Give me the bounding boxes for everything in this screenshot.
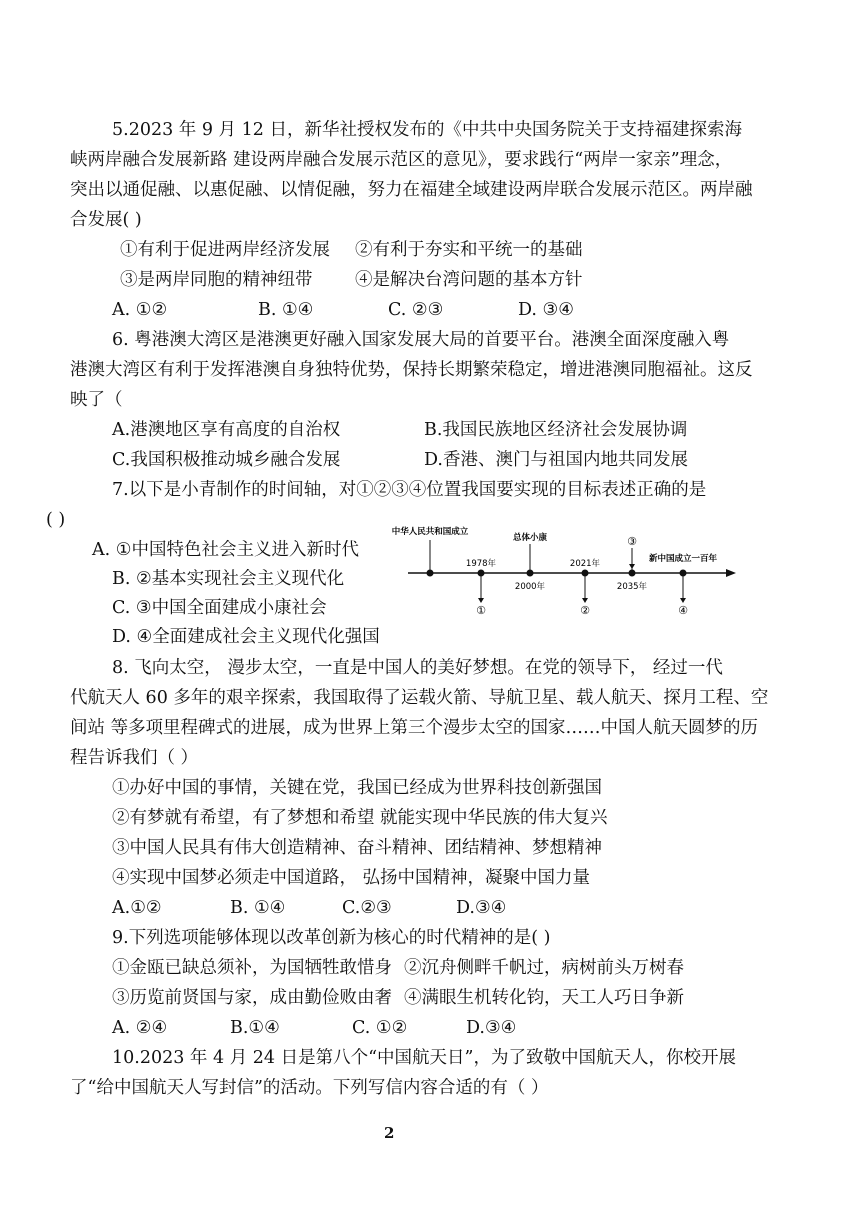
timeline-year-2021: 2021年 bbox=[569, 559, 601, 569]
q6-stem-line-2: 港澳大湾区有利于发挥港澳自身独特优势，保持长期繁荣稳定，增进港澳同胞福祉。这反 bbox=[70, 360, 753, 380]
q5-stem-line-2: 峡两岸融合发展新路 建设两岸融合发展示范区的意见》，要求践行“两岸一家亲”理念， bbox=[70, 150, 733, 170]
q6-option-b: B.我国民族地区经济社会发展协调 bbox=[424, 420, 688, 440]
timeline-dot-2000 bbox=[527, 570, 534, 577]
q6-stem-line-3: 映了（ bbox=[70, 390, 123, 410]
q7-option-a: A. ①中国特色社会主义进入新时代 bbox=[92, 540, 359, 560]
q6-option-c: C.我国积极推动城乡融合发展 bbox=[112, 450, 341, 470]
q6-stem-line-1: 6. 粤港澳大湾区是港澳更好融入国家发展大局的首要平台。港澳全面深度融入粤 bbox=[112, 330, 730, 350]
timeline-year-1978: 1978年 bbox=[465, 559, 497, 569]
q9-option-d: D.③④ bbox=[466, 1018, 517, 1038]
timeline-arrow-marker-4 bbox=[680, 598, 686, 603]
timeline-year-2035: 2035年 bbox=[616, 582, 648, 592]
q8-statement-1: ①办好中国的事情，关键在党，我国已经成为世界科技创新强国 bbox=[112, 778, 602, 798]
q9-stem-line-1: 9.下列选项能够体现以改革创新为核心的时代精神的是( ) bbox=[112, 928, 551, 948]
q8-option-c: C.②③ bbox=[342, 898, 392, 918]
q8-stem-line-1: 8. 飞向太空， 漫步太空，一直是中国人的美好梦想。在党的领导下， 经过一代 bbox=[112, 658, 723, 678]
q5-stem-line-3: 突出以通促融、以惠促融、以情促融，努力在福建全域建设两岸联合发展示范区。两岸融 bbox=[70, 180, 753, 200]
timeline-label-prc-founding: 中华人民共和国成立 bbox=[391, 527, 469, 537]
q9-statement-2: ②沉舟侧畔千帆过，病树前头万树春 bbox=[404, 958, 684, 978]
q8-stem-line-2: 代航天人 60 多年的艰辛探索，我国取得了运载火箭、导航卫星、载人航天、探月工程、空 bbox=[70, 688, 769, 708]
timeline-dot-2021 bbox=[582, 570, 589, 577]
q9-statement-3: ③历览前贤国与家，成由勤俭败由奢 bbox=[112, 988, 392, 1008]
timeline-label-xiaokang: 总体小康 bbox=[512, 533, 548, 543]
q5-option-c: C. ②③ bbox=[388, 300, 444, 320]
timeline-marker-4: ④ bbox=[678, 604, 688, 617]
q7-option-c: C. ③中国全面建成小康社会 bbox=[112, 598, 327, 618]
timeline-year-2000: 2000年 bbox=[514, 582, 546, 592]
timeline-dot-1978 bbox=[478, 570, 485, 577]
timeline-diagram bbox=[391, 518, 740, 628]
timeline-marker-3: ③ bbox=[627, 535, 637, 548]
q6-option-d: D.香港、澳门与祖国内地共同发展 bbox=[424, 450, 688, 470]
q9-option-a: A. ②④ bbox=[112, 1018, 168, 1038]
q7-stem-line-1: 7.以下是小青制作的时间轴，对①②③④位置我国要实现的目标表述正确的是 bbox=[112, 480, 707, 500]
q5-stem-line-1: 5.2023 年 9 月 12 日，新华社授权发布的《中共中央国务院关于支持福建探索海 bbox=[112, 120, 742, 140]
timeline-arrow-marker-1 bbox=[478, 598, 484, 603]
q8-stem-line-3: 间站 等多项里程碑式的进展，成为世界上第三个漫步太空的国家……中国人航天圆梦的历 bbox=[70, 718, 759, 738]
q9-statement-1: ①金瓯已缺总须补，为国牺牲敢惜身 bbox=[112, 958, 392, 978]
q9-option-c: C. ①② bbox=[352, 1018, 408, 1038]
q8-stem-line-4: 程告诉我们（ ） bbox=[70, 748, 199, 768]
timeline-arrow-marker-3 bbox=[629, 564, 635, 569]
q8-option-b: B. ①④ bbox=[230, 898, 286, 918]
page-number: 2 bbox=[384, 1124, 395, 1142]
q9-option-b: B.①④ bbox=[230, 1018, 280, 1038]
q9-statement-4: ④满眼生机转化钧，天工人巧日争新 bbox=[404, 988, 684, 1008]
q5-option-a: A. ①② bbox=[112, 300, 168, 320]
timeline-dot-1949 bbox=[427, 570, 434, 577]
q8-statement-2: ②有梦就有希望，有了梦想和希望 就能实现中华民族的伟大复兴 bbox=[112, 808, 608, 828]
timeline-marker-1: ① bbox=[476, 604, 486, 617]
q5-option-d: D. ③④ bbox=[518, 300, 574, 320]
q5-stem-line-4: 合发展( ) bbox=[70, 210, 142, 230]
q8-statement-3: ③中国人民具有伟大创造精神、奋斗精神、团结精神、梦想精神 bbox=[112, 838, 602, 858]
q8-statement-4: ④实现中国梦必须走中国道路， 弘扬中国精神，凝聚中国力量 bbox=[112, 868, 591, 888]
timeline-dot-2035 bbox=[629, 570, 636, 577]
q5-statement-2: ②有利于夯实和平统一的基础 bbox=[355, 240, 583, 260]
q5-statement-3: ③是两岸同胞的精神纽带 bbox=[120, 270, 313, 290]
q7-option-b: B. ②基本实现社会主义现代化 bbox=[112, 569, 345, 589]
timeline-dot-2049 bbox=[680, 570, 687, 577]
q7-stem-line-2: ( ) bbox=[46, 510, 66, 530]
timeline-arrowhead bbox=[726, 569, 736, 577]
q8-option-d: D.③④ bbox=[456, 898, 507, 918]
timeline-marker-2: ② bbox=[580, 604, 590, 617]
q8-option-a: A.①② bbox=[112, 898, 162, 918]
q5-option-b: B. ①④ bbox=[258, 300, 314, 320]
timeline-label-centenary: 新中国成立一百年 bbox=[648, 554, 718, 564]
q10-stem-line-1: 10.2023 年 4 月 24 日是第八个“中国航天日”，为了致敬中国航天人，你校开展 bbox=[112, 1048, 736, 1068]
timeline-arrow-marker-2 bbox=[582, 598, 588, 603]
q6-option-a: A.港澳地区享有高度的自治权 bbox=[112, 420, 341, 440]
q5-statement-1: ①有利于促进两岸经济发展 bbox=[120, 240, 330, 260]
q10-stem-line-2: 了“给中国航天人写封信”的活动。下列写信内容合适的有（ ） bbox=[70, 1078, 549, 1098]
q5-statement-4: ④是解决台湾问题的基本方针 bbox=[355, 270, 583, 290]
q7-option-d: D. ④全面建成社会主义现代化强国 bbox=[112, 627, 380, 647]
